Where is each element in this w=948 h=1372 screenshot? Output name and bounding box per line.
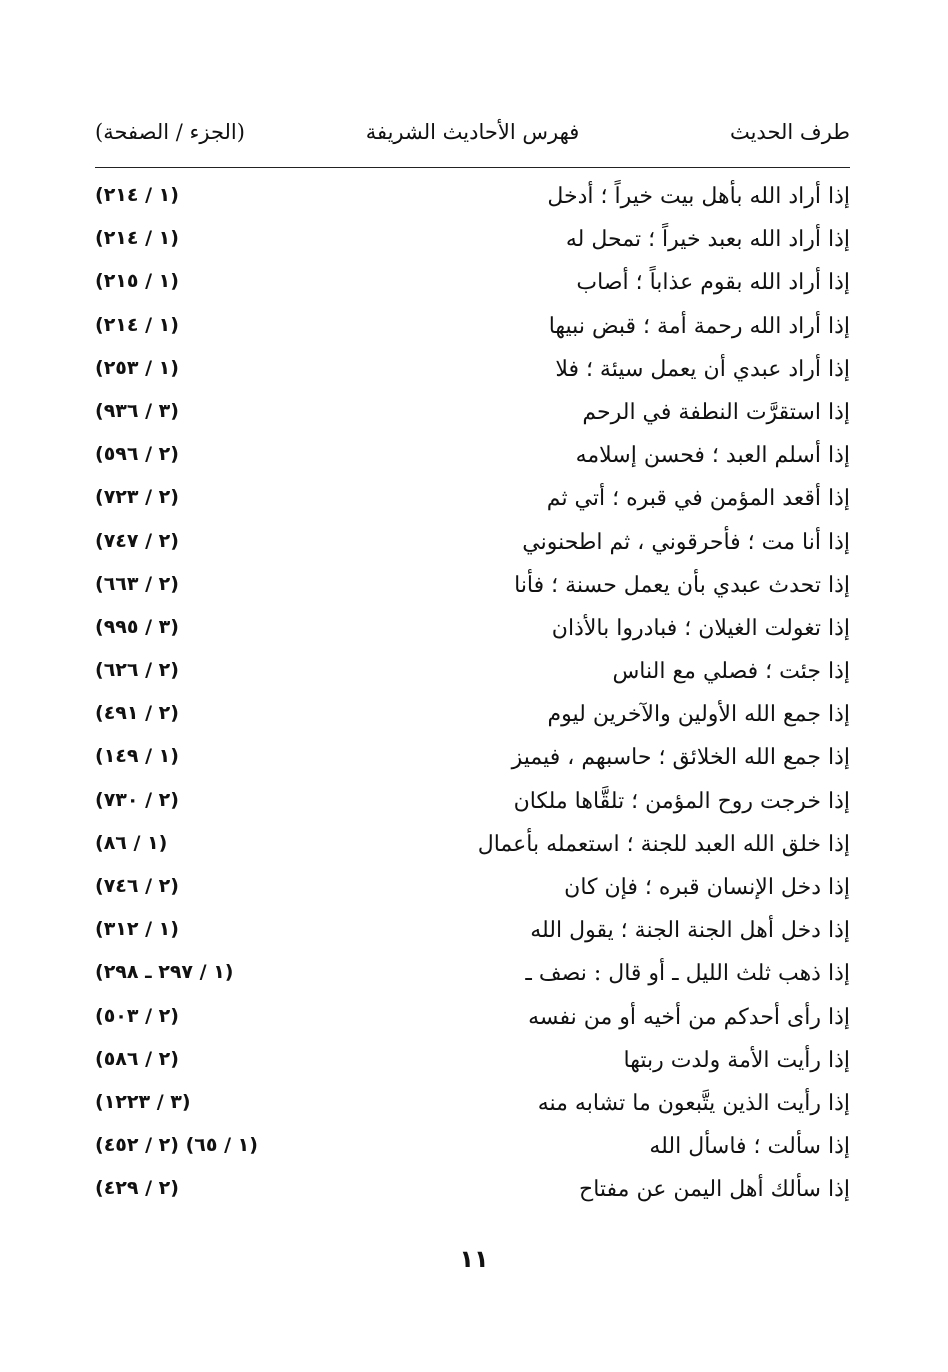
hadith-opening-text: إذا أراد الله بعبد خيراً ؛ تمحل له (565, 227, 850, 253)
hadith-opening-text: إذا أراد الله بأهل بيت خيراً ؛ أدخل (547, 184, 850, 209)
page-number: ١١ (459, 1245, 489, 1273)
hadith-opening-text: إذا أقعد المؤمن في قبره ؛ أتي ثم (546, 486, 850, 512)
hadith-opening-text: إذا خرجت روح المؤمن ؛ تلقَّاها ملكان (513, 788, 850, 814)
volume-page-reference: (١ / ٢١٤) (95, 227, 179, 250)
hadith-opening-text: إذا تغولت الغيلان ؛ فبادروا بالأذان (551, 615, 850, 641)
index-entry-row (95, 394, 850, 437)
volume-page-reference: (١ / ٢٥٣) (95, 356, 179, 379)
hadith-opening-text: إذا دخل الإنسان قبره ؛ فإن كان (564, 875, 850, 900)
index-entry-row (95, 221, 850, 264)
index-entry-row (95, 480, 850, 523)
index-entry-row (95, 739, 850, 782)
hadith-opening-text: إذا سألك أهل اليمن عن مفتاح (579, 1177, 850, 1203)
hadith-opening-text: إذا رأيت الأمة ولدت ربتها (623, 1047, 850, 1073)
volume-page-reference: (١ / ٨٦) (95, 831, 168, 854)
index-entry-row (95, 1042, 850, 1085)
volume-page-reference: (٢ / ٤٩١) (95, 702, 179, 725)
volume-page-reference: (٢ / ٤٢٩) (95, 1177, 179, 1200)
hadith-opening-text: إذا أراد الله رحمة أمة ؛ قبض نبيها (548, 313, 850, 339)
volume-page-reference: (٢ / ٧٤٦) (95, 875, 179, 897)
index-entry-row (95, 696, 850, 739)
hadith-opening-text: إذا ذهب ثلث الليل ـ أو قال : نصف ـ (525, 961, 850, 987)
index-entry-row (95, 826, 850, 869)
volume-page-reference: (١ / ٢١٤) (95, 313, 179, 336)
hadith-opening-text: إذا أراد عبدي أن يعمل سيئة ؛ فلا (555, 356, 850, 382)
hadith-opening-text: إذا جئت ؛ فصلي مع الناس (612, 659, 850, 685)
index-entries-list (95, 178, 850, 1215)
index-entry-row (95, 653, 850, 696)
index-entry-row (95, 912, 850, 955)
volume-page-reference: (١ / ٦٥) (٢ / ٤٥٢) (95, 1134, 258, 1157)
index-entry-row (95, 999, 850, 1042)
volume-page-reference: (٢ / ٥٠٣) (95, 1004, 179, 1027)
hadith-opening-text: إذا استقرَّت النطفة في الرحم (582, 399, 850, 425)
volume-page-reference: (٢ / ٧٤٧) (95, 529, 179, 552)
index-entry-row (95, 955, 850, 998)
volume-page-reference: (٢ / ٥٩٦) (95, 443, 179, 466)
index-entry-row (95, 610, 850, 653)
volume-page-reference: (١ / ٢١٤) (95, 184, 179, 206)
index-entry-row (95, 1128, 850, 1171)
hadith-opening-text: إذا خلق الله العبد للجنة ؛ استعمله بأعمال (477, 831, 850, 857)
index-entry-row (95, 869, 850, 912)
volume-page-reference: (١ / ٢٩٧ ـ ٢٩٨) (95, 961, 234, 984)
index-entry-row (95, 264, 850, 307)
header-divider (95, 167, 850, 168)
hadith-opening-text: إذا أسلم العبد ؛ فحسن إسلامه (575, 443, 850, 469)
volume-page-reference: (٢ / ٥٨٦) (95, 1047, 179, 1070)
index-entry-row (95, 351, 850, 394)
hadith-opening-text: إذا تحدث عبدي بأن يعمل حسنة ؛ فأنا (514, 572, 850, 598)
hadith-opening-text: إذا دخل أهل الجنة الجنة ؛ يقول الله (530, 918, 850, 944)
hadith-opening-text: إذا رأيت الذين يتَّبعون ما تشابه منه (537, 1090, 850, 1116)
volume-page-reference: (٣ / ٩٩٥) (95, 615, 179, 638)
header-volume-page-column-title: (الجزء / الصفحة) (95, 120, 245, 144)
index-entry-row (95, 567, 850, 610)
volume-page-reference: (٢ / ٦٢٦) (95, 659, 179, 682)
volume-page-reference: (١ / ١٤٩) (95, 745, 179, 768)
hadith-opening-text: إذا أنا مت ؛ فأحرقوني ، ثم اطحنوني (522, 529, 850, 555)
index-entry-row (95, 783, 850, 826)
volume-page-reference: (١ / ٣١٢) (95, 918, 179, 941)
volume-page-reference: (٢ / ٧٣٠) (95, 788, 179, 811)
volume-page-reference: (٢ / ٦٦٣) (95, 572, 179, 595)
index-entry-row (95, 178, 850, 221)
index-entry-row (95, 524, 850, 567)
hadith-opening-text: إذا سألت ؛ فاسأل الله (649, 1134, 850, 1160)
header-hadith-column-title: طرف الحديث (729, 120, 850, 144)
header-index-title: فهرس الأحاديث الشريفة (365, 120, 580, 144)
index-entry-row (95, 437, 850, 480)
hadith-opening-text: إذا رأى أحدكم من أخيه أو من نفسه (528, 1004, 850, 1030)
hadith-opening-text: إذا جمع الله الخلائق ؛ حاسبهم ، فيميز (511, 745, 850, 771)
hadith-opening-text: إذا أراد الله بقوم عذاباً ؛ أصاب (576, 270, 850, 296)
volume-page-reference: (٣ / ٩٣٦) (95, 399, 179, 422)
volume-page-reference: (٢ / ٧٢٣) (95, 486, 179, 509)
volume-page-reference: (٣ / ١٢٢٣) (95, 1090, 191, 1113)
index-entry-row (95, 1085, 850, 1128)
index-entry-row (95, 1171, 850, 1214)
volume-page-reference: (١ / ٢١٥) (95, 270, 179, 293)
page-header (95, 120, 850, 160)
index-entry-row (95, 308, 850, 351)
hadith-opening-text: إذا جمع الله الأولين والآخرين ليوم (547, 702, 850, 728)
